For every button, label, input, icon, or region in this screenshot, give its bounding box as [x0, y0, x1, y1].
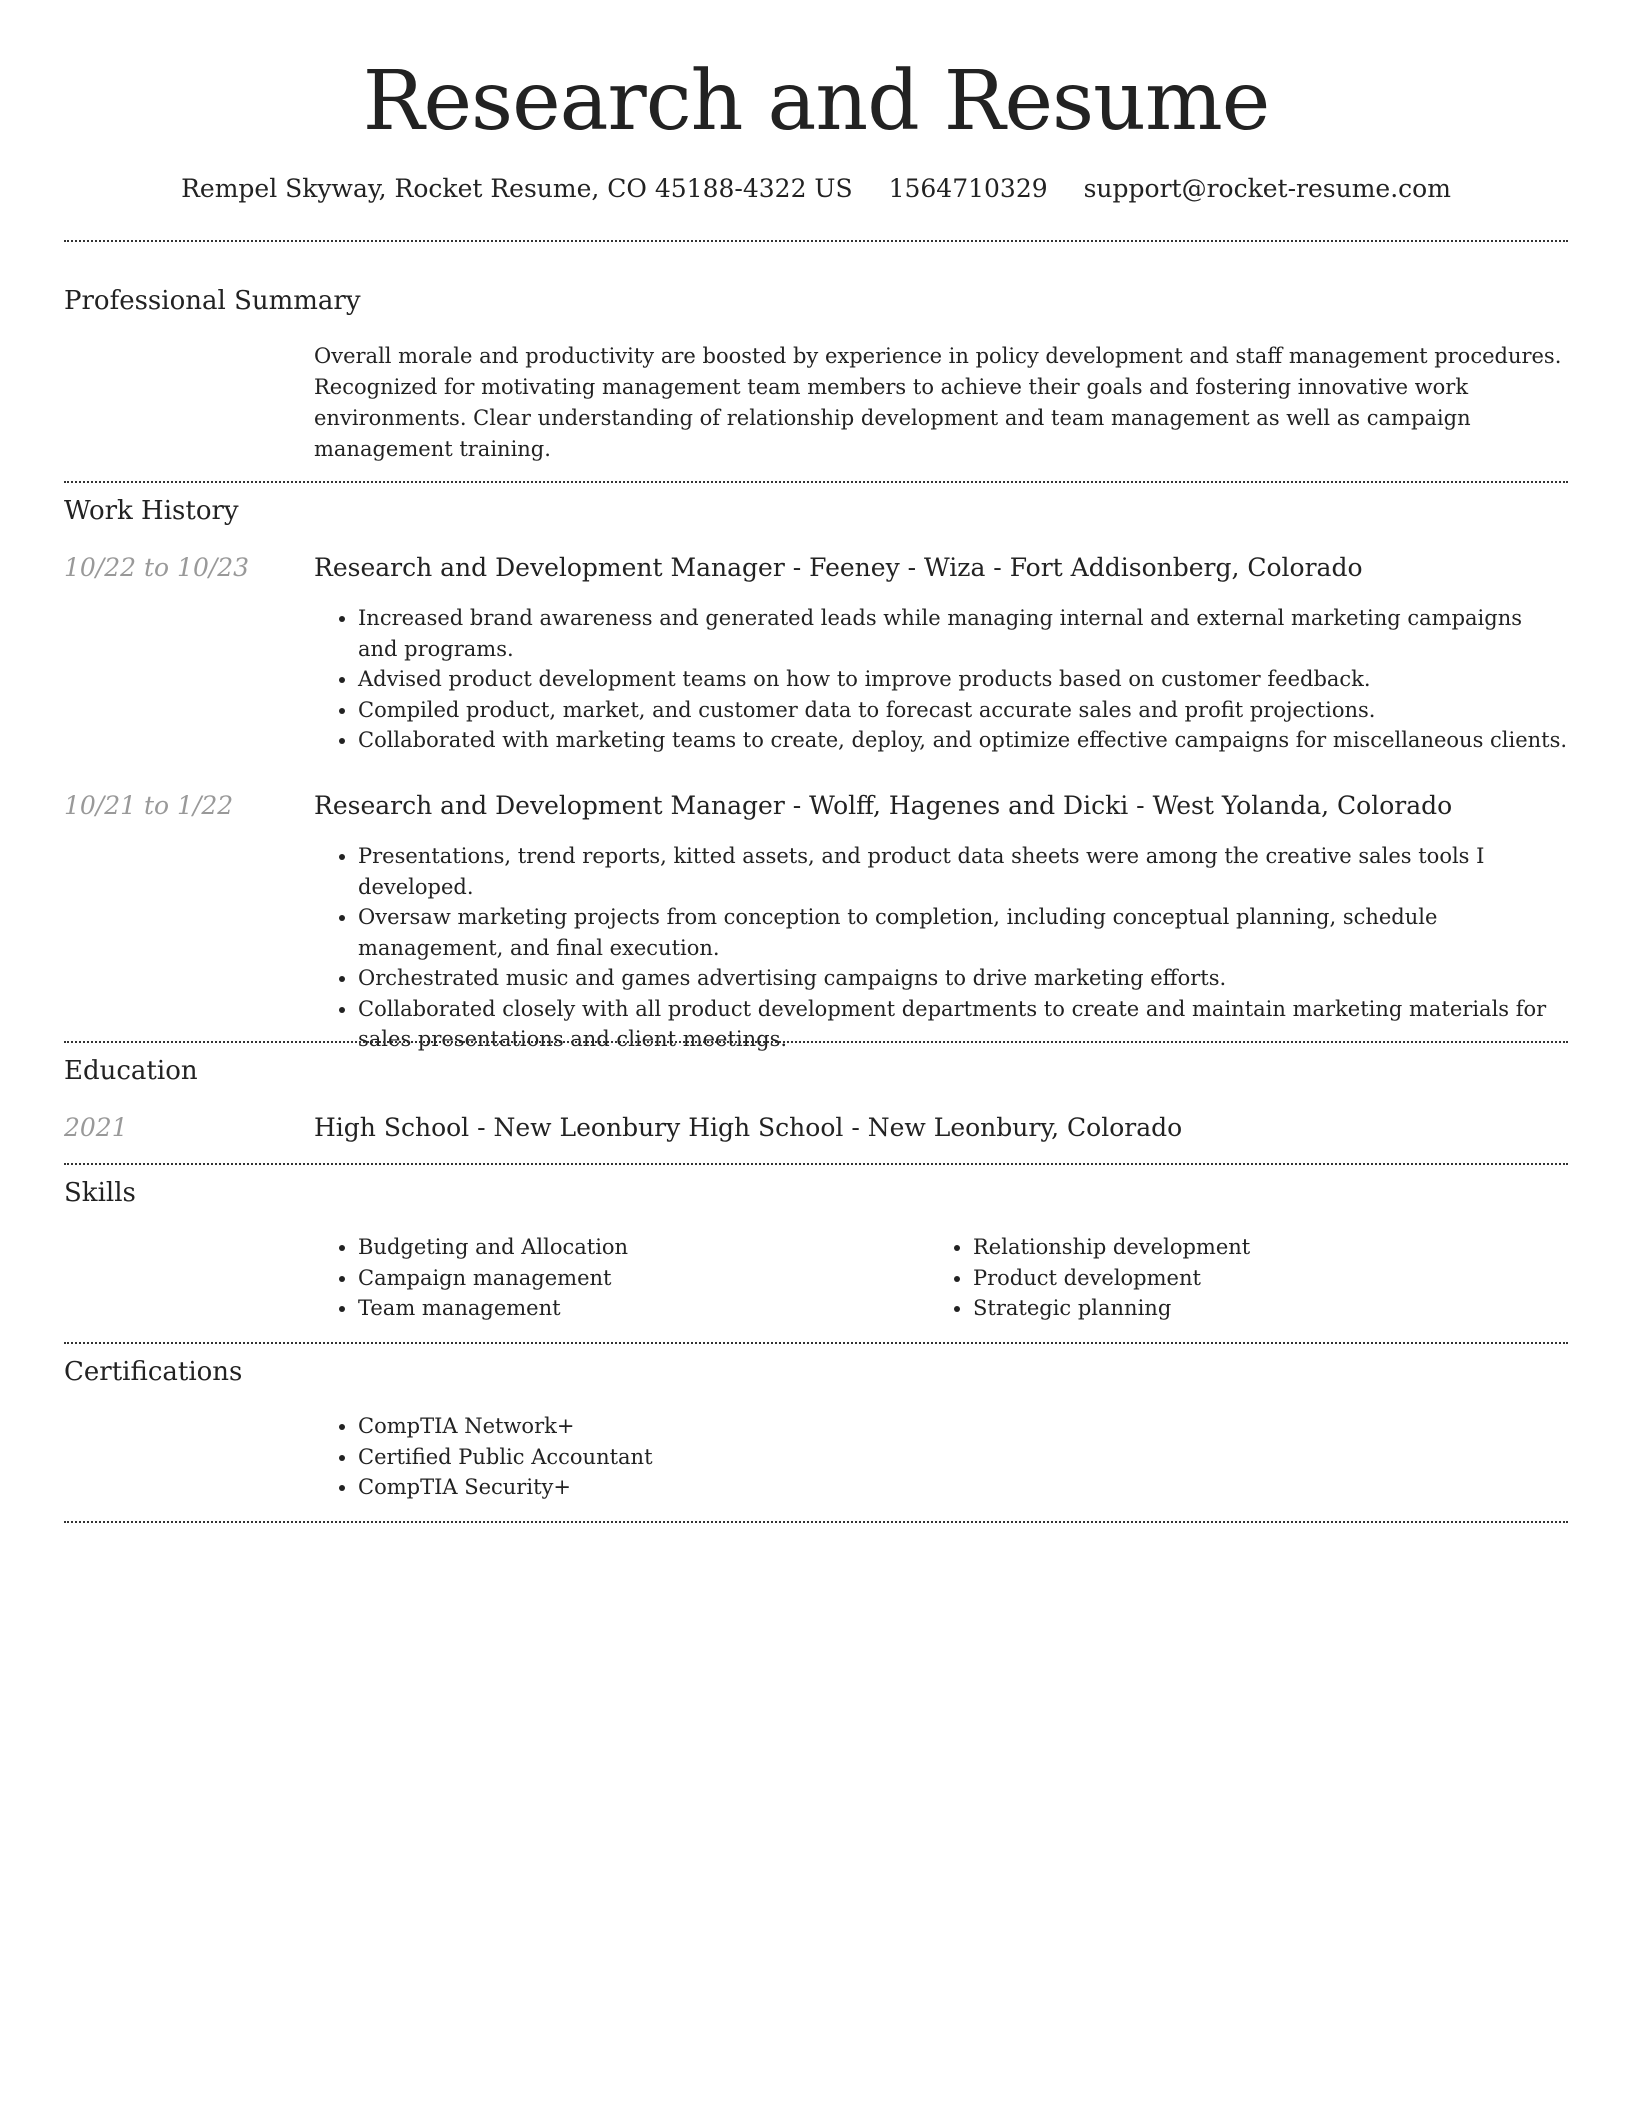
skills-list-left	[314, 1232, 918, 1324]
job-title: Research and Development Manager - Feeney - Wiza - Fort Addisonberg, Colorado	[314, 553, 1363, 582]
list-item: • Advised product development teams on how to improve products based on customer feedback.	[358, 664, 1568, 695]
contact-line	[0, 170, 1632, 208]
section-heading-certifications: Certifications	[64, 1357, 243, 1387]
list-item: • Certified Public Accountant	[358, 1442, 1158, 1473]
section-heading-education: Education	[64, 1056, 198, 1086]
contact-email: support@rocket-resume.com	[1083, 174, 1451, 203]
section-heading-skills: Skills	[64, 1178, 136, 1208]
education-entry: High School - New Leonbury High School - New Leonbury, Colorado	[314, 1113, 1183, 1142]
list-item: • Product development	[973, 1263, 1573, 1294]
list-item: • Campaign management	[358, 1263, 918, 1294]
job-bullets	[314, 603, 1568, 756]
list-item: • Orchestrated music and games advertising campaigns to drive marketing efforts.	[358, 963, 1568, 994]
section-divider	[64, 481, 1568, 483]
list-item: • Budgeting and Allocation	[358, 1232, 918, 1263]
resume-name: Research and Resume	[362, 54, 1270, 149]
contact-address: Rempel Skyway, Rocket Resume, CO 45188-4322 US	[181, 174, 853, 203]
certifications-list	[314, 1411, 1158, 1503]
list-item: • CompTIA Security+	[358, 1472, 1158, 1503]
list-item: • Collaborated closely with all product development departments to create and maintain marketing materials for sales presentations and client meetings.	[358, 994, 1568, 1055]
list-item: • Increased brand awareness and generated leads while managing internal and external marketing campaigns and programs.	[358, 603, 1568, 664]
list-item: • Relationship development	[973, 1232, 1573, 1263]
skills-list-right	[929, 1232, 1573, 1324]
list-item: • CompTIA Network+	[358, 1411, 1158, 1442]
section-divider	[64, 240, 1568, 242]
education-year: 2021	[64, 1113, 128, 1142]
list-item: • Presentations, trend reports, kitted assets, and product data sheets were among the creative sales tools I developed.	[358, 841, 1568, 902]
list-item: • Collaborated with marketing teams to create, deploy, and optimize effective campaigns for miscellaneous clients.	[358, 725, 1568, 756]
summary-text: Overall morale and productivity are boosted by experience in policy development and staff management procedures. Recognized for motivating management team members to achieve their goals and fostering innovative work environments. Clear understanding of relationship development and team management as well as campaign management training.	[314, 344, 1562, 461]
section-divider	[64, 1163, 1568, 1165]
section-divider	[64, 1041, 1568, 1043]
section-heading-work: Work History	[64, 496, 239, 526]
section-divider	[64, 1342, 1568, 1344]
job-dates: 10/21 to 1/22	[64, 791, 234, 820]
list-item: • Oversaw marketing projects from conception to completion, including conceptual planning, schedule management, and final execution.	[358, 902, 1568, 963]
section-divider	[64, 1521, 1568, 1523]
job-title: Research and Development Manager - Wolff, Hagenes and Dicki - West Yolanda, Colorado	[314, 791, 1453, 820]
job-bullets	[314, 841, 1568, 1055]
list-item: • Strategic planning	[973, 1293, 1573, 1324]
job-dates: 10/22 to 10/23	[64, 553, 250, 582]
contact-phone: 1564710329	[888, 174, 1048, 203]
list-item: • Team management	[358, 1293, 918, 1324]
list-item: • Compiled product, market, and customer data to forecast accurate sales and profit projections.	[358, 695, 1568, 726]
section-heading-summary: Professional Summary	[64, 286, 361, 316]
